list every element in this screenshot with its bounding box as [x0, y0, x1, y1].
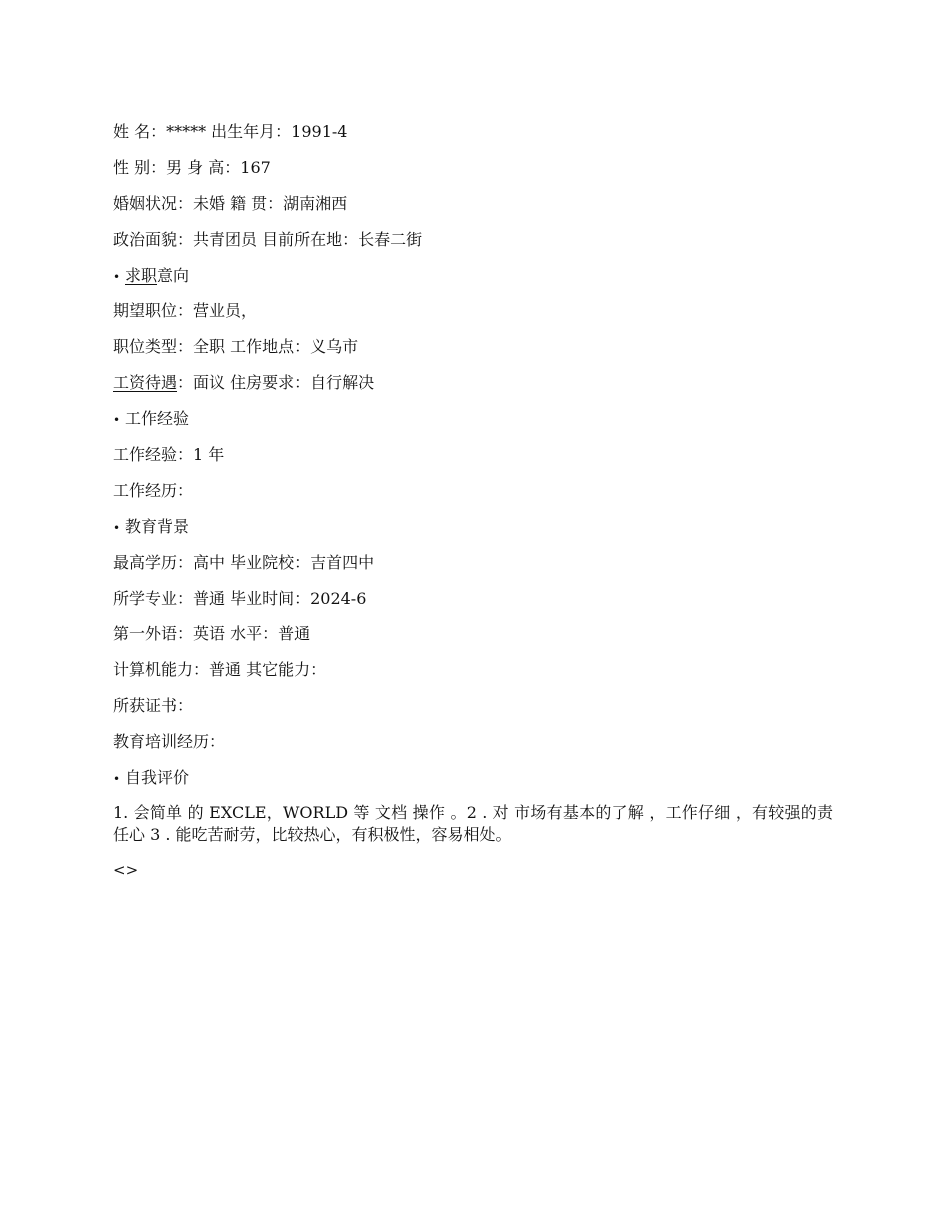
gender-height-line: 性 别：男 身 高：167	[113, 157, 271, 177]
experience-history-line: 工作经历：	[113, 480, 194, 500]
section-heading-education: • 教育背景	[113, 517, 833, 537]
salary-housing-line	[113, 373, 833, 393]
section-heading-experience: • 工作经验	[113, 409, 833, 429]
section-heading-self-evaluation: • 自我评价	[113, 768, 833, 788]
education-language-line: 第一外语：英语 水平：普通	[113, 624, 311, 644]
salary-rest: ：面议 住房要求：自行解决	[177, 373, 375, 393]
section-heading-job-intent	[113, 266, 833, 286]
name-birth-line: 姓 名：***** 出生年月：1991-4	[113, 122, 348, 141]
marital-origin-line: 婚姻状况：未婚 籍 贯：湖南湘西	[113, 193, 348, 213]
job-intent-rest: 意向	[157, 265, 190, 285]
education-certificates-line: 所获证书：	[113, 696, 194, 716]
job-type-location-line: 职位类型：全职 工作地点：义乌市	[113, 337, 359, 357]
job-intent-underlined: 求职	[125, 265, 158, 285]
salary-label: 工资待遇	[113, 373, 178, 393]
experience-years-line: 工作经验：1 年	[113, 445, 225, 465]
resume-document	[113, 122, 833, 880]
self-evaluation-paragraph: 1. 会简单 的 EXCLE，WORLD 等 文档 操作 。2 . 对 市场有基本的了解 ，工作仔细 ，有较强的责任心 3 . 能吃苦耐劳，比较热心，有积极性，容易相处。	[113, 802, 833, 844]
education-computer-line: 计算机能力：普通 其它能力：	[113, 660, 327, 680]
education-degree-line: 最高学历：高中 毕业院校：吉首四中	[113, 552, 375, 572]
political-location-line: 政治面貌：共青团员 目前所在地：长春二街	[113, 229, 423, 249]
expected-position-line: 期望职位：营业员，	[113, 301, 258, 321]
education-training-line: 教育培训经历：	[113, 732, 226, 752]
education-major-line: 所学专业：普通 毕业时间：2024-6	[113, 588, 367, 608]
footer-marker: <>	[113, 860, 139, 879]
